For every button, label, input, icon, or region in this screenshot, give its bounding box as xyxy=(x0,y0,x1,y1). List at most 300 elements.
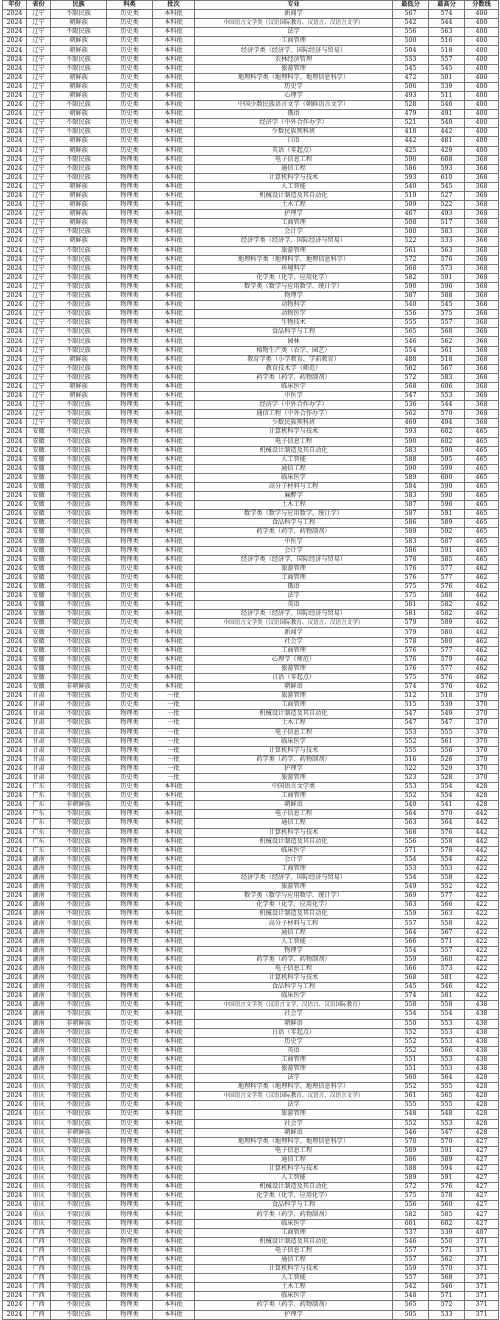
column-header-major: 专业 xyxy=(195,1,393,10)
table-row xyxy=(3,392,499,401)
cell-subject-type: 物理类 xyxy=(107,173,153,182)
cell-min-score: 572 xyxy=(393,373,429,382)
cell-ethnicity: 不限民族 xyxy=(51,1201,107,1210)
cell-province: 安徽 xyxy=(27,583,51,592)
cell-year: 2024 xyxy=(3,1137,27,1146)
cell-max-score: 564 xyxy=(429,819,465,828)
cell-province: 广西 xyxy=(27,1274,51,1283)
cell-min-score: 542 xyxy=(393,1283,429,1292)
cell-province: 安徽 xyxy=(27,528,51,537)
cell-subject-type: 物理类 xyxy=(107,537,153,546)
cell-batch: 本科批 xyxy=(153,1210,195,1219)
cell-max-score: 522 xyxy=(429,201,465,210)
cell-subject-type: 历史类 xyxy=(107,55,153,64)
cell-cutoff-line: 370 xyxy=(465,737,499,746)
cell-major: 食品科学与工程 xyxy=(195,1201,393,1210)
cell-province: 广东 xyxy=(27,783,51,792)
cell-year: 2024 xyxy=(3,237,27,246)
cell-max-score: 577 xyxy=(429,564,465,573)
cell-major: 临床医学 xyxy=(195,382,393,391)
table-row xyxy=(3,255,499,264)
cell-major: 经济学（中外合作办学） xyxy=(195,401,393,410)
cell-cutoff-line: 400 xyxy=(465,91,499,100)
cell-max-score: 545 xyxy=(429,64,465,73)
cell-min-score: 588 xyxy=(393,1165,429,1174)
cell-max-score: 553 xyxy=(429,1028,465,1037)
cell-province: 甘肃 xyxy=(27,692,51,701)
cell-batch: 本科批 xyxy=(153,292,195,301)
table-row xyxy=(3,719,499,728)
cell-subject-type: 物理类 xyxy=(107,983,153,992)
table-row xyxy=(3,1110,499,1119)
cell-batch: 本科批 xyxy=(153,328,195,337)
table-row xyxy=(3,437,499,446)
cell-major: 计算机科学与技术 xyxy=(195,974,393,983)
cell-province: 湖南 xyxy=(27,1001,51,1010)
cell-major: 经济学类（经济学、国际经济与贸易） xyxy=(195,874,393,883)
cell-province: 甘肃 xyxy=(27,728,51,737)
cell-batch: 本科批 xyxy=(153,1183,195,1192)
cell-year: 2024 xyxy=(3,701,27,710)
cell-ethnicity: 不限民族 xyxy=(51,910,107,919)
cell-max-score: 555 xyxy=(429,728,465,737)
table-row xyxy=(3,610,499,619)
cell-major: 法学 xyxy=(195,1101,393,1110)
cell-year: 2024 xyxy=(3,182,27,191)
cell-major: 食品科学与工程 xyxy=(195,328,393,337)
cell-max-score: 576 xyxy=(429,1183,465,1192)
cell-major: 心理学 xyxy=(195,91,393,100)
cell-year: 2024 xyxy=(3,728,27,737)
cell-year: 2024 xyxy=(3,1219,27,1228)
cell-major: 地理科学类（地理科学、地理信息科学） xyxy=(195,255,393,264)
cell-batch: 本科批 xyxy=(153,1128,195,1137)
table-row xyxy=(3,355,499,364)
cell-batch: 本科批 xyxy=(153,501,195,510)
cell-ethnicity: 不限民族 xyxy=(51,601,107,610)
cell-cutoff-line: 462 xyxy=(465,646,499,655)
cell-subject-type: 历史类 xyxy=(107,1092,153,1101)
cell-subject-type: 物理类 xyxy=(107,728,153,737)
table-row xyxy=(3,1228,499,1237)
cell-min-score: 571 xyxy=(393,846,429,855)
cell-cutoff-line: 368 xyxy=(465,282,499,291)
table-row xyxy=(3,828,499,837)
cell-province: 辽宁 xyxy=(27,28,51,37)
cell-province: 安徽 xyxy=(27,637,51,646)
cell-major: 计算机科学与技术 xyxy=(195,1165,393,1174)
cell-cutoff-line: 368 xyxy=(465,364,499,373)
cell-batch: 本科批 xyxy=(153,355,195,364)
cell-max-score: 578 xyxy=(429,1192,465,1201)
cell-max-score: 570 xyxy=(429,410,465,419)
cell-province: 安徽 xyxy=(27,555,51,564)
table-row xyxy=(3,1055,499,1064)
cell-ethnicity: 不限民族 xyxy=(51,864,107,873)
cell-year: 2024 xyxy=(3,501,27,510)
cell-major: 临床医学 xyxy=(195,1219,393,1228)
cell-min-score: 583 xyxy=(393,537,429,546)
cell-major: 工商管理 xyxy=(195,219,393,228)
cell-province: 辽宁 xyxy=(27,182,51,191)
cell-max-score: 571 xyxy=(429,1246,465,1255)
cell-batch: 本科批 xyxy=(153,1292,195,1301)
cell-batch: 本科批 xyxy=(153,246,195,255)
cell-major: 农林经济管理 xyxy=(195,55,393,64)
cell-ethnicity: 不限民族 xyxy=(51,937,107,946)
cell-major: 人工智能 xyxy=(195,455,393,464)
cell-year: 2024 xyxy=(3,628,27,637)
cell-cutoff-line: 422 xyxy=(465,919,499,928)
cell-subject-type: 物理类 xyxy=(107,191,153,200)
cell-cutoff-line: 422 xyxy=(465,928,499,937)
cell-min-score: 545 xyxy=(393,983,429,992)
cell-ethnicity: 不限民族 xyxy=(51,128,107,137)
cell-province: 湖南 xyxy=(27,910,51,919)
table-row xyxy=(3,737,499,746)
cell-province: 重庆 xyxy=(27,1201,51,1210)
cell-batch: 本科批 xyxy=(153,1201,195,1210)
cell-cutoff-line: 368 xyxy=(465,155,499,164)
cell-min-score: 568 xyxy=(393,828,429,837)
cell-province: 湖南 xyxy=(27,855,51,864)
cell-year: 2024 xyxy=(3,346,27,355)
cell-batch: 本科批 xyxy=(153,910,195,919)
table-row xyxy=(3,564,499,573)
cell-batch: 本科批 xyxy=(153,583,195,592)
cell-major: 动物医学 xyxy=(195,310,393,319)
cell-cutoff-line: 462 xyxy=(465,564,499,573)
cell-subject-type: 历史类 xyxy=(107,592,153,601)
cell-max-score: 554 xyxy=(429,855,465,864)
cell-min-score: 589 xyxy=(393,1146,429,1155)
cell-min-score: 579 xyxy=(393,619,429,628)
cell-max-score: 571 xyxy=(429,1292,465,1301)
cell-major: 物理学 xyxy=(195,946,393,955)
cell-subject-type: 历史类 xyxy=(107,783,153,792)
cell-subject-type: 物理类 xyxy=(107,955,153,964)
table-row xyxy=(3,219,499,228)
cell-min-score: 554 xyxy=(393,946,429,955)
cell-ethnicity: 不限民族 xyxy=(51,846,107,855)
table-row xyxy=(3,1246,499,1255)
cell-cutoff-line: 462 xyxy=(465,583,499,592)
cell-min-score: 553 xyxy=(393,728,429,737)
cell-max-score: 610 xyxy=(429,173,465,182)
cell-ethnicity: 不限民族 xyxy=(51,510,107,519)
cell-cutoff-line: 462 xyxy=(465,601,499,610)
cell-subject-type: 物理类 xyxy=(107,946,153,955)
cell-max-score: 557 xyxy=(429,946,465,955)
table-row xyxy=(3,801,499,810)
table-row xyxy=(3,519,499,528)
cell-min-score: 523 xyxy=(393,773,429,782)
table-row xyxy=(3,1092,499,1101)
table-row xyxy=(3,373,499,382)
cell-subject-type: 物理类 xyxy=(107,1274,153,1283)
cell-ethnicity: 不限民族 xyxy=(51,592,107,601)
cell-major: 园林 xyxy=(195,337,393,346)
cell-max-score: 589 xyxy=(429,519,465,528)
cell-cutoff-line: 462 xyxy=(465,664,499,673)
cell-ethnicity: 不限民族 xyxy=(51,792,107,801)
cell-min-score: 559 xyxy=(393,955,429,964)
cell-cutoff-line: 462 xyxy=(465,673,499,682)
table-row xyxy=(3,1128,499,1137)
cell-major: 地理科学类（地理科学、地理信息科学） xyxy=(195,73,393,82)
cell-province: 辽宁 xyxy=(27,101,51,110)
cell-major: 临床医学 xyxy=(195,473,393,482)
table-row xyxy=(3,910,499,919)
cell-year: 2024 xyxy=(3,173,27,182)
cell-subject-type: 历史类 xyxy=(107,46,153,55)
cell-max-score: 553 xyxy=(429,864,465,873)
cell-major: 工商管理 xyxy=(195,792,393,801)
cell-min-score: 558 xyxy=(393,1001,429,1010)
cell-batch: 本科批 xyxy=(153,137,195,146)
cell-ethnicity: 朝鲜族 xyxy=(51,46,107,55)
cell-min-score: 516 xyxy=(393,755,429,764)
cell-max-score: 539 xyxy=(429,701,465,710)
cell-max-score: 589 xyxy=(429,619,465,628)
column-header-ethnicity: 民族 xyxy=(51,1,107,10)
cell-major: 俄语 xyxy=(195,110,393,119)
cell-subject-type: 物理类 xyxy=(107,1265,153,1274)
cell-province: 安徽 xyxy=(27,546,51,555)
cell-subject-type: 物理类 xyxy=(107,1301,153,1310)
cell-year: 2024 xyxy=(3,1283,27,1292)
cell-subject-type: 物理类 xyxy=(107,892,153,901)
cell-subject-type: 物理类 xyxy=(107,1237,153,1246)
cell-max-score: 608 xyxy=(429,155,465,164)
cell-year: 2024 xyxy=(3,992,27,1001)
cell-min-score: 555 xyxy=(393,1101,429,1110)
cell-cutoff-line: 427 xyxy=(465,1174,499,1183)
cell-year: 2024 xyxy=(3,874,27,883)
table-row xyxy=(3,1028,499,1037)
cell-batch: 一批 xyxy=(153,755,195,764)
cell-batch: 本科批 xyxy=(153,792,195,801)
table-row xyxy=(3,537,499,546)
cell-cutoff-line: 400 xyxy=(465,28,499,37)
cell-cutoff-line: 368 xyxy=(465,392,499,401)
cell-cutoff-line: 427 xyxy=(465,1192,499,1201)
cell-cutoff-line: 368 xyxy=(465,337,499,346)
cell-batch: 本科批 xyxy=(153,1310,195,1319)
table-row xyxy=(3,10,499,19)
table-row xyxy=(3,1001,499,1010)
table-row xyxy=(3,101,499,110)
cell-year: 2024 xyxy=(3,255,27,264)
cell-year: 2024 xyxy=(3,583,27,592)
cell-cutoff-line: 422 xyxy=(465,864,499,873)
cell-min-score: 472 xyxy=(393,73,429,82)
table-row xyxy=(3,1183,499,1192)
cell-batch: 本科批 xyxy=(153,846,195,855)
cell-min-score: 505 xyxy=(393,1310,429,1319)
table-row xyxy=(3,264,499,273)
cell-max-score: 554 xyxy=(429,1010,465,1019)
cell-major: 通信工程 xyxy=(195,1155,393,1164)
table-row xyxy=(3,28,499,37)
cell-batch: 本科批 xyxy=(153,82,195,91)
cell-major: 临床医学 xyxy=(195,992,393,1001)
cell-cutoff-line: 368 xyxy=(465,346,499,355)
cell-ethnicity: 不限民族 xyxy=(51,964,107,973)
cell-min-score: 582 xyxy=(393,273,429,282)
cell-ethnicity: 不限民族 xyxy=(51,1037,107,1046)
cell-max-score: 563 xyxy=(429,246,465,255)
cell-cutoff-line: 427 xyxy=(465,1201,499,1210)
cell-subject-type: 物理类 xyxy=(107,901,153,910)
cell-province: 辽宁 xyxy=(27,64,51,73)
cell-max-score: 533 xyxy=(429,1310,465,1319)
cell-major: 地理科学类（地理科学、地理信息科学） xyxy=(195,1137,393,1146)
cell-province: 重庆 xyxy=(27,1128,51,1137)
cell-ethnicity: 不限民族 xyxy=(51,301,107,310)
cell-batch: 本科批 xyxy=(153,401,195,410)
cell-year: 2024 xyxy=(3,1110,27,1119)
cell-year: 2024 xyxy=(3,910,27,919)
cell-cutoff-line: 422 xyxy=(465,892,499,901)
cell-subject-type: 物理类 xyxy=(107,764,153,773)
cell-major: 中国语言文学类（汉语国际教育、汉语言、汉语言文学） xyxy=(195,19,393,28)
cell-province: 辽宁 xyxy=(27,401,51,410)
cell-ethnicity: 朝鲜族 xyxy=(51,37,107,46)
cell-major: 社会学 xyxy=(195,1010,393,1019)
cell-cutoff-line: 465 xyxy=(465,464,499,473)
cell-major: 药学类（药学、药物制剂） xyxy=(195,1301,393,1310)
cell-cutoff-line: 400 xyxy=(465,137,499,146)
table-row xyxy=(3,237,499,246)
cell-ethnicity: 不限民族 xyxy=(51,1219,107,1228)
cell-min-score: 563 xyxy=(393,819,429,828)
cell-min-score: 581 xyxy=(393,601,429,610)
cell-major: 朝鲜语 xyxy=(195,683,393,692)
cell-max-score: 567 xyxy=(429,928,465,937)
table-row xyxy=(3,346,499,355)
cell-subject-type: 历史类 xyxy=(107,82,153,91)
cell-min-score: 553 xyxy=(393,783,429,792)
cell-ethnicity: 不限民族 xyxy=(51,155,107,164)
cell-year: 2024 xyxy=(3,328,27,337)
cell-max-score: 557 xyxy=(429,319,465,328)
cell-cutoff-line: 422 xyxy=(465,974,499,983)
cell-province: 重庆 xyxy=(27,1183,51,1192)
cell-ethnicity: 不限民族 xyxy=(51,401,107,410)
table-row xyxy=(3,683,499,692)
cell-max-score: 548 xyxy=(429,1110,465,1119)
cell-major: 旅游管理 xyxy=(195,1064,393,1073)
cell-cutoff-line: 400 xyxy=(465,128,499,137)
cell-year: 2024 xyxy=(3,537,27,546)
cell-major: 计算机科学与技术 xyxy=(195,1265,393,1274)
cell-max-score: 494 xyxy=(429,419,465,428)
cell-cutoff-line: 407 xyxy=(465,1228,499,1237)
cell-batch: 本科批 xyxy=(153,646,195,655)
cell-min-score: 547 xyxy=(393,392,429,401)
cell-batch: 本科批 xyxy=(153,410,195,419)
cell-batch: 一批 xyxy=(153,701,195,710)
cell-min-score: 578 xyxy=(393,637,429,646)
cell-min-score: 549 xyxy=(393,883,429,892)
cell-year: 2024 xyxy=(3,1183,27,1192)
cell-cutoff-line: 370 xyxy=(465,764,499,773)
cell-major: 临床医学 xyxy=(195,737,393,746)
cell-batch: 本科批 xyxy=(153,237,195,246)
cell-major: 机械设计制造及其自动化 xyxy=(195,910,393,919)
cell-max-score: 558 xyxy=(429,919,465,928)
cell-province: 广东 xyxy=(27,801,51,810)
cell-cutoff-line: 427 xyxy=(465,1155,499,1164)
table-row xyxy=(3,528,499,537)
cell-year: 2024 xyxy=(3,464,27,473)
cell-year: 2024 xyxy=(3,401,27,410)
cell-min-score: 552 xyxy=(393,1037,429,1046)
cell-province: 安徽 xyxy=(27,510,51,519)
cell-min-score: 425 xyxy=(393,146,429,155)
cell-max-score: 517 xyxy=(429,219,465,228)
cell-cutoff-line: 368 xyxy=(465,382,499,391)
cell-batch: 本科批 xyxy=(153,1255,195,1264)
cell-province: 安徽 xyxy=(27,519,51,528)
cell-cutoff-line: 438 xyxy=(465,1010,499,1019)
cell-min-score: 580 xyxy=(393,228,429,237)
table-row xyxy=(3,919,499,928)
cell-major: 机械设计制造及其自动化 xyxy=(195,191,393,200)
cell-min-score: 554 xyxy=(393,1010,429,1019)
cell-ethnicity: 不限民族 xyxy=(51,892,107,901)
cell-batch: 本科批 xyxy=(153,146,195,155)
cell-cutoff-line: 400 xyxy=(465,55,499,64)
cell-year: 2024 xyxy=(3,91,27,100)
cell-max-score: 596 xyxy=(429,282,465,291)
cell-year: 2024 xyxy=(3,101,27,110)
cell-max-score: 583 xyxy=(429,228,465,237)
cell-province: 安徽 xyxy=(27,592,51,601)
cell-major: 通信工程（中外合作办学） xyxy=(195,410,393,419)
cell-year: 2024 xyxy=(3,1165,27,1174)
cell-max-score: 552 xyxy=(429,883,465,892)
cell-ethnicity: 不限民族 xyxy=(51,1210,107,1219)
cell-batch: 本科批 xyxy=(153,1192,195,1201)
cell-min-score: 467 xyxy=(393,210,429,219)
cell-ethnicity: 不限民族 xyxy=(51,673,107,682)
cell-subject-type: 物理类 xyxy=(107,319,153,328)
cell-province: 安徽 xyxy=(27,437,51,446)
cell-subject-type: 物理类 xyxy=(107,301,153,310)
cell-major: 英语（零起点） xyxy=(195,146,393,155)
cell-year: 2024 xyxy=(3,410,27,419)
cell-subject-type: 历史类 xyxy=(107,683,153,692)
column-header-subject-type: 科类 xyxy=(107,1,153,10)
cell-batch: 本科批 xyxy=(153,492,195,501)
cell-min-score: 587 xyxy=(393,292,429,301)
cell-major: 临床医学 xyxy=(195,846,393,855)
cell-subject-type: 物理类 xyxy=(107,264,153,273)
cell-min-score: 548 xyxy=(393,1110,429,1119)
cell-subject-type: 物理类 xyxy=(107,555,153,564)
cell-batch: 本科批 xyxy=(153,983,195,992)
cell-major: 会计学 xyxy=(195,855,393,864)
cell-major: 药学类（药学、药物制剂） xyxy=(195,1210,393,1219)
cell-major: 旅游管理 xyxy=(195,664,393,673)
cell-province: 安徽 xyxy=(27,683,51,692)
cell-subject-type: 物理类 xyxy=(107,337,153,346)
table-row xyxy=(3,64,499,73)
cell-max-score: 558 xyxy=(429,1001,465,1010)
cell-year: 2024 xyxy=(3,673,27,682)
